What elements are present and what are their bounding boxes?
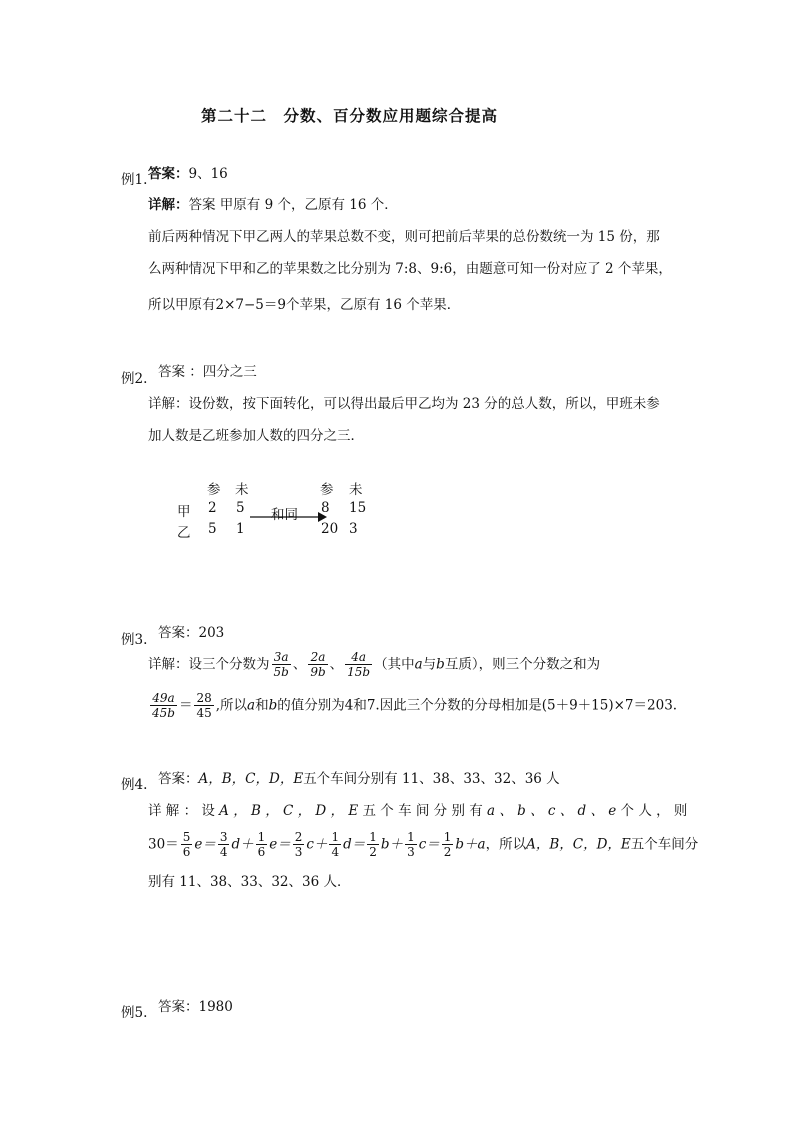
ex1-detail-text: 答案 甲原有 9 个，乙原有 16 个． — [188, 197, 398, 213]
frac-den: 15b — [347, 665, 371, 679]
ex1-line-3: 么两种情况下甲和乙的苹果数之比分别为 7:8、9:6，由题意可知一份对应了 2 个苹果， — [148, 261, 672, 277]
ex2-cell: 3 — [349, 521, 358, 537]
ex3-sum-fraction — [194, 691, 213, 720]
ex2-head-right-1: 参 — [320, 482, 334, 498]
frac-num: 1 — [331, 830, 340, 844]
ex2-row-label-jia: 甲 — [177, 504, 191, 520]
frac-den: 6 — [182, 845, 191, 859]
eq-fraction — [256, 830, 268, 859]
eq-start: 30＝ — [148, 836, 179, 853]
frac-num: 1 — [407, 830, 415, 844]
ex1-line-4-expr: 2×7−5＝9 — [215, 297, 286, 313]
frac-den: 4 — [219, 845, 228, 859]
sep: 、 — [329, 656, 344, 673]
equals: ＝ — [178, 697, 193, 714]
ex1-line-4-b: 个苹果，乙原有 16 个苹果． — [285, 297, 461, 313]
ex5-label: 例5. — [121, 1005, 148, 1021]
eq-fraction — [442, 830, 454, 859]
eq-term: c＝ — [418, 836, 440, 853]
ex2-answer: 答案 ：四分之三 — [158, 364, 257, 380]
eq-term: e＝ — [194, 836, 216, 853]
var-a: a — [414, 656, 423, 673]
ex1-answer-label: 答案： — [148, 166, 189, 182]
eq-fraction — [367, 830, 379, 859]
ex3-detail-2 — [148, 691, 677, 720]
ex3-detail-d: 互质），则三个分数之和为 — [444, 656, 601, 673]
eq-term: d＋ — [231, 836, 254, 853]
frac-den: 5b — [273, 665, 289, 679]
ex2-cell: 1 — [236, 521, 245, 537]
ex3-expression: (5＋9＋15)×7＝203 — [541, 697, 673, 714]
ex3-fraction — [272, 650, 291, 679]
frac-num: 4a — [345, 650, 372, 665]
eq-after-b: 五个车间分 — [630, 836, 699, 853]
frac-num: 1 — [443, 830, 452, 844]
ex2-head-left-1: 参 — [207, 482, 221, 498]
eq-fraction — [405, 830, 417, 859]
eq-term: d＝ — [343, 836, 366, 853]
frac-num: 2a — [308, 650, 327, 665]
ex1-detail-label: 详解： — [148, 197, 189, 213]
ex1-label: 例1. — [121, 172, 148, 188]
eq-term: c＋ — [306, 836, 328, 853]
period: . — [672, 697, 678, 714]
eq-term: b＋a — [455, 836, 486, 853]
frac-den: 9b — [310, 665, 326, 679]
var-a: a — [247, 697, 256, 714]
ex4-detail-1 — [148, 801, 687, 821]
ex2-cell: 20 — [321, 521, 339, 537]
ex2-detail-2: 加人数是乙班参加人数的四分之三． — [148, 428, 364, 444]
var-b: b — [268, 697, 278, 714]
ex1-answer-value: 9、16 — [188, 166, 228, 182]
ex4-answer-vars: A，B，C，D，E — [198, 771, 304, 787]
frac-den: 4 — [331, 845, 340, 859]
ex3-detail-b: （其中 — [374, 656, 415, 673]
page-title: 第二十二 分数、百分数应用题综合提高 — [201, 107, 499, 125]
frac-den: 2 — [369, 845, 377, 859]
ex4-label: 例4. — [121, 777, 148, 793]
eq-fraction — [329, 830, 341, 859]
ex2-label: 例2. — [121, 371, 148, 387]
frac-den: 45 — [196, 706, 212, 720]
frac-num: 1 — [369, 830, 377, 844]
ex4-answer-rest: 五个车间分别有 11、38、33、32、36 人 — [303, 771, 560, 787]
ex4-detail-3: 别有 11、38、33、32、36 人． — [148, 874, 351, 890]
ex4-detail-1-vars2: a 、 b 、 c 、 d 、 e — [487, 803, 617, 819]
ex2-head-left-2: 未 — [235, 482, 249, 498]
ex2-cell: 5 — [236, 500, 245, 516]
ex3-detail-g: 的值分别为4和7.因此三个分数的分母相加是 — [277, 697, 542, 714]
eq-after-vars: A，B，C，D，E — [526, 836, 631, 853]
ex2-arrow-label: 和同 — [271, 507, 298, 523]
ex3-label: 例3. — [121, 632, 148, 648]
ex3-detail-f: 和 — [255, 697, 269, 714]
ex2-cell: 5 — [208, 521, 217, 537]
ex3-sum-fraction — [150, 691, 177, 720]
ex4-detail-1-c: 个 人 ， 则 — [620, 803, 688, 819]
ex3-detail-a: 详解：设三个分数为 — [148, 656, 270, 673]
ex3-fraction — [308, 650, 327, 679]
ex1-answer — [148, 164, 228, 184]
ex1-line-4 — [148, 295, 460, 315]
ex3-detail-1 — [148, 650, 600, 679]
frac-num: 3 — [219, 830, 228, 844]
eq-fraction — [181, 830, 193, 859]
frac-den: 6 — [257, 845, 266, 859]
frac-den: 3 — [407, 845, 415, 859]
eq-fraction — [293, 830, 305, 859]
ex2-head-right-2: 未 — [349, 482, 363, 498]
frac-num: 49a — [150, 691, 177, 706]
ex2-cell: 15 — [349, 500, 367, 516]
frac-num: 28 — [196, 691, 212, 705]
ex1-line-4-a: 所以甲原有 — [148, 297, 216, 313]
frac-num: 3a — [272, 650, 291, 665]
ex2-cell: 8 — [321, 500, 330, 516]
ex3-detail-e: ,所以 — [215, 697, 248, 714]
ex2-cell: 2 — [208, 500, 217, 516]
eq-term: e＝ — [269, 836, 291, 853]
ex4-detail-1-vars: A ， B ， C ， D ， E — [219, 803, 359, 819]
eq-fraction — [218, 830, 230, 859]
frac-num: 1 — [257, 830, 266, 844]
ex4-answer — [158, 769, 560, 789]
frac-den: 45b — [152, 706, 175, 720]
ex2-row-label-yi: 乙 — [177, 525, 191, 541]
ex3-detail-c: 与 — [422, 656, 437, 673]
sep: 、 — [292, 656, 307, 673]
ex3-fraction — [345, 650, 372, 679]
ex1-line-2: 前后两种情况下甲乙两人的苹果总数不变，则可把前后苹果的总份数统一为 15 份，那 — [148, 229, 660, 245]
frac-num: 5 — [182, 830, 191, 844]
frac-den: 2 — [443, 845, 452, 859]
ex3-answer: 答案：203 — [158, 625, 225, 641]
ex4-equation-line — [148, 830, 698, 859]
frac-num: 2 — [294, 830, 303, 844]
ex4-detail-1-a: 详 解 ： 设 — [148, 803, 215, 819]
ex5-answer: 答案：1980 — [158, 999, 233, 1015]
right-arrow-icon — [250, 511, 328, 523]
frac-den: 3 — [294, 845, 303, 859]
ex1-detail-1 — [148, 195, 398, 215]
ex2-detail-1: 详解：设份数，按下面转化，可以得出最后甲乙均为 23 分的总人数，所以，甲班未参 — [148, 396, 660, 412]
eq-term: b＋ — [380, 836, 404, 853]
ex4-detail-1-b: 五 个 车 间 分 别 有 — [362, 803, 483, 819]
ex4-answer-label: 答案： — [158, 771, 199, 787]
var-b: b — [436, 656, 445, 673]
eq-after: ，所以 — [485, 836, 527, 853]
